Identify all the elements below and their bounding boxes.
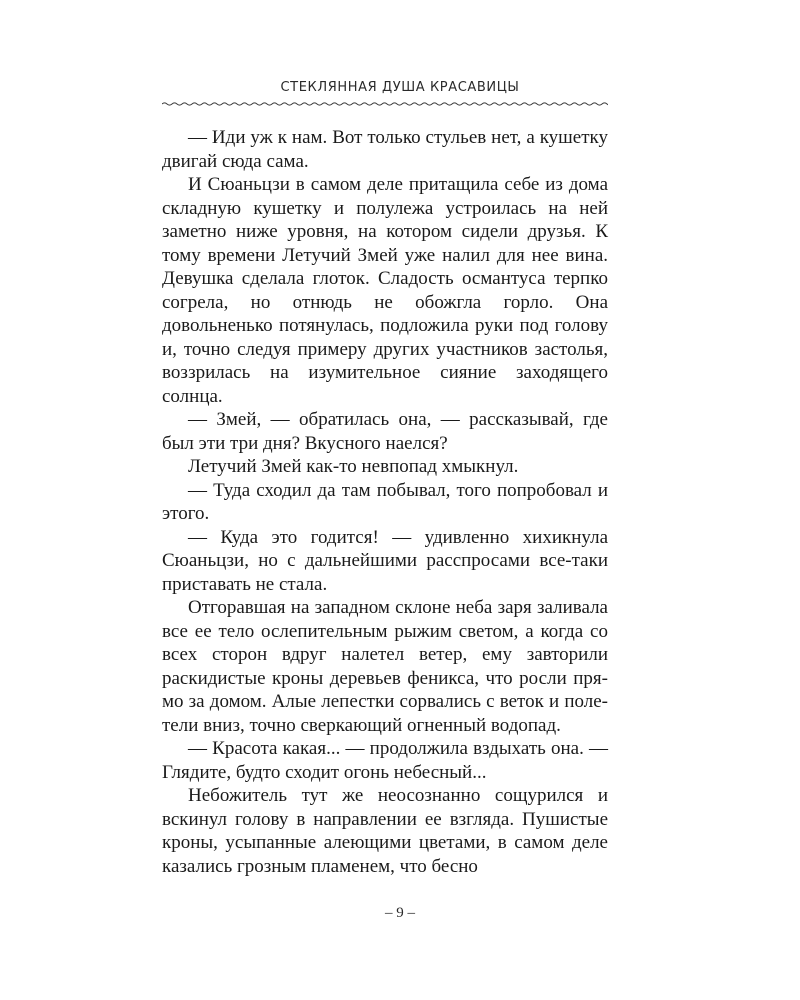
paragraph: — Куда это годится! — удивленно хихикнула Сюаньцзи, но с дальнейшими расспросами все-таки приставать не стала.	[162, 526, 608, 595]
paragraph: — Туда сходил да там побывал, того попробовал и этого.	[162, 479, 608, 524]
paragraph: Небожитель тут же неосознанно сощурился и вскинул голову в направлении ее взгляда. Пушистые кроны, усыпанные алеющими цветами, в самом деле казались грозным пламенем, что бесно	[162, 785, 608, 877]
paragraph: — Красота какая... — продолжила вздыхать она. — Глядите, будто сходит огонь небесный...	[162, 738, 608, 783]
running-head-title: СТЕКЛЯННАЯ ДУША КРАСАВИЦЫ	[280, 80, 520, 95]
paragraph: И Сюаньцзи в самом деле притащила себе из дома складную кушетку и полулежа устроилась на ней заметно ниже уровня, на котором сидели друзья. К тому времени Летучий Змей уже налил для нее вина. Девушка сделала глоток. Сладость османтуса терпко согрела, но отнюдь не обожгла горло. Она довольненько потянулась, подложила руки под голову и, точно следуя примеру других участников застолья, воззрилась на изумительное сияние заходящего солнца.	[162, 174, 608, 407]
paragraph: — Змей, — обратилась она, — рассказывай, где был эти три дня? Вкусного наелся?	[162, 409, 608, 454]
paragraph: Летучий Змей как-то невпопад хмыкнул.	[188, 456, 519, 477]
body-text	[162, 126, 608, 878]
paragraph: Отгоравшая на западном склоне неба заря заливала все ее тело ослепительным рыжим светом, а когда со всех сторон вдруг налетел ветер, ему завторили раскидистые кроны деревьев феникса, что росли прямо за домом. Алые лепестки сорвались с веток и полетели вниз, точно сверкающий огненный водопад.	[162, 597, 608, 736]
paragraph: — Иди уж к нам. Вот только стульев нет, а кушетку двигай сюда сама.	[162, 127, 608, 172]
page-number: – 9 –	[385, 905, 415, 921]
decorative-wavy-rule	[162, 100, 608, 108]
